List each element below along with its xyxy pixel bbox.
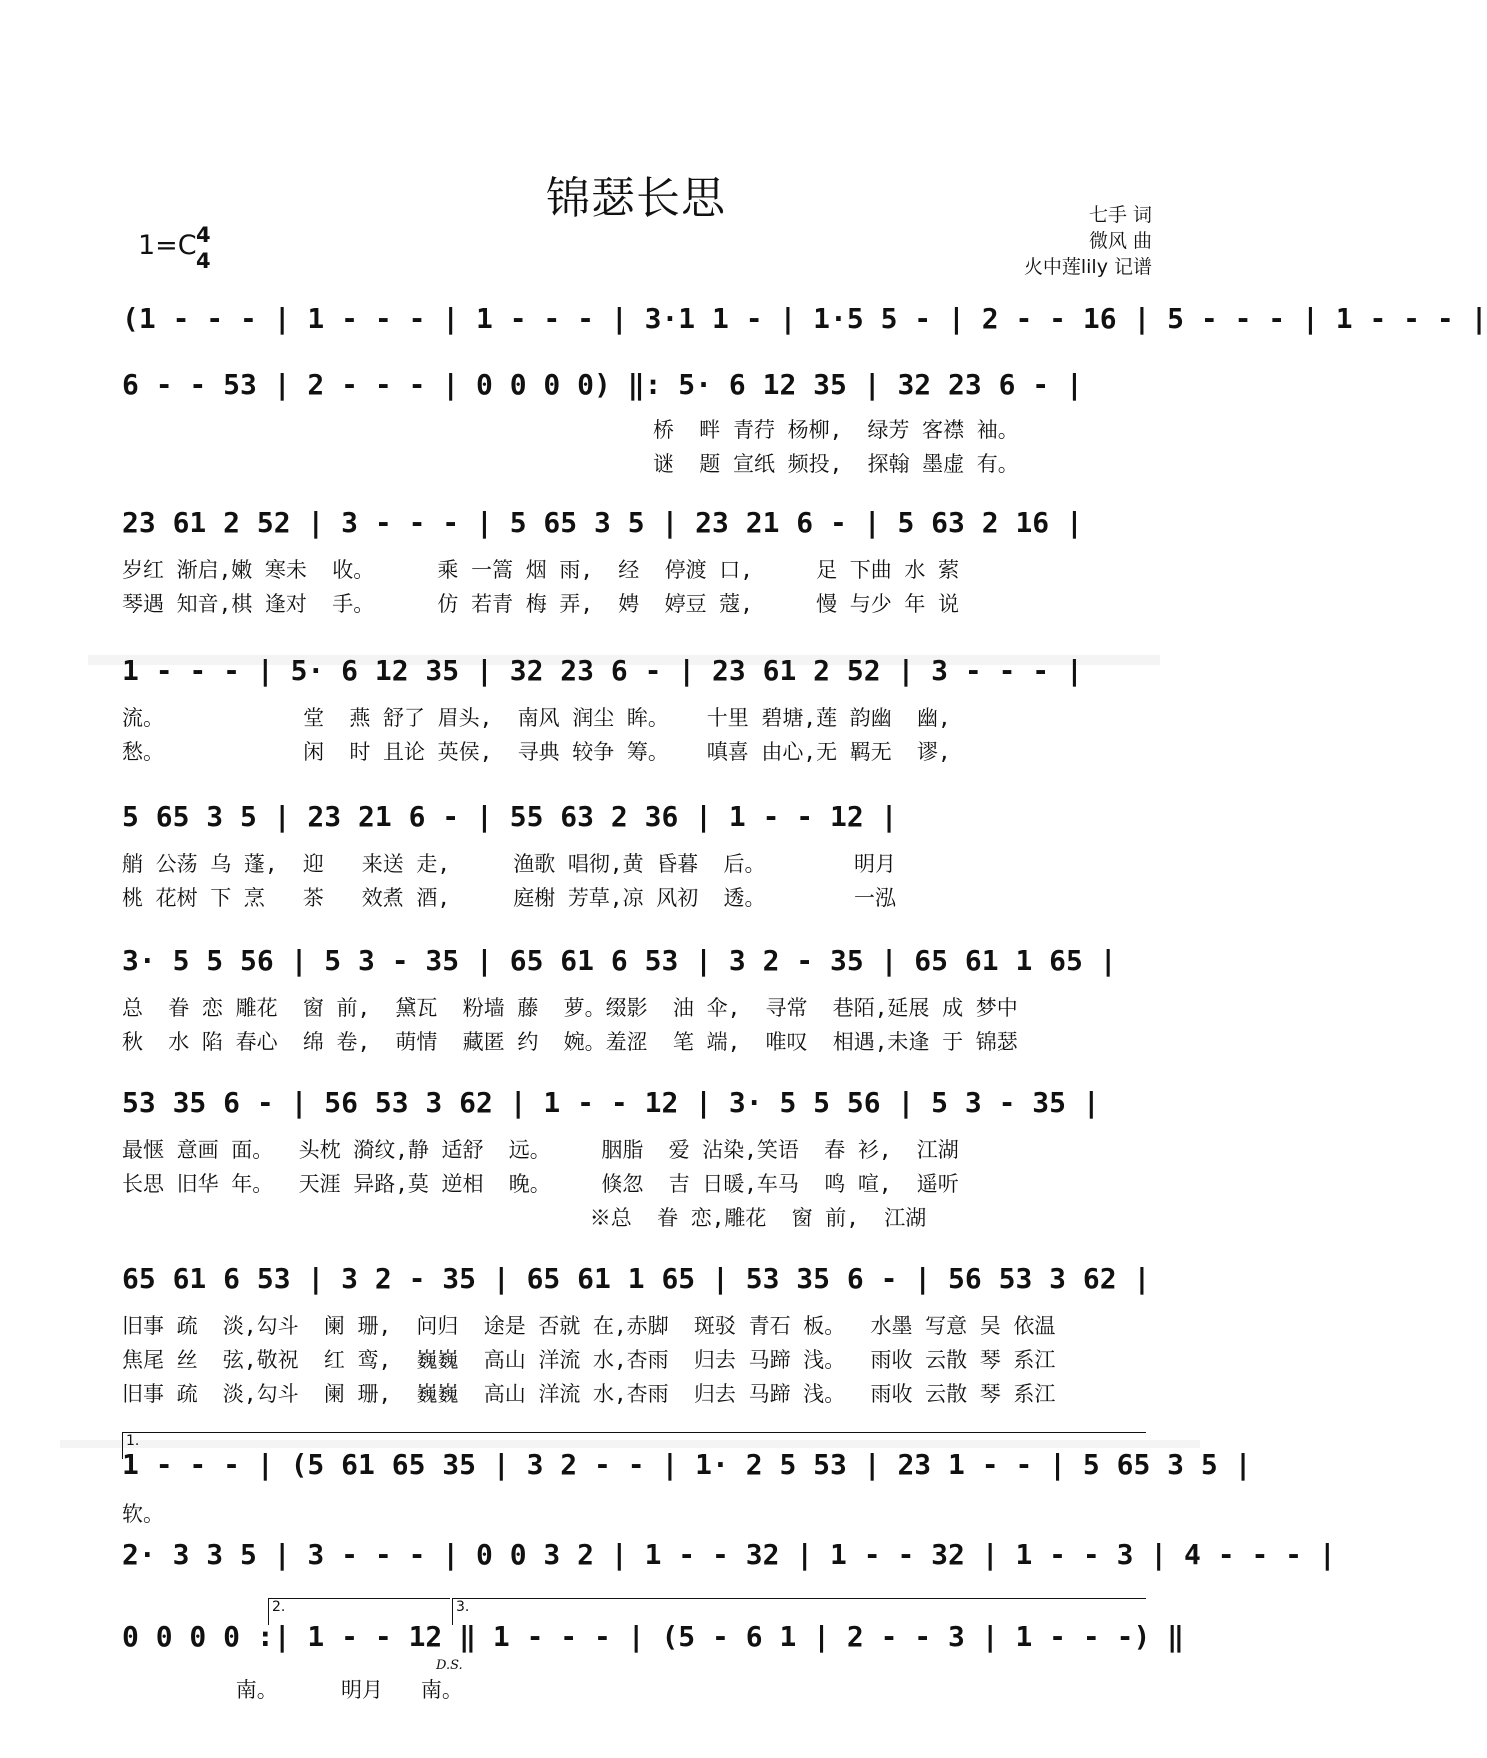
notation-line-8: 65 61 6 53 | 3 2 - 35 | 65 61 1 65 | 53 35 6 - | 56 53 3 62 | xyxy=(122,1262,1151,1295)
lyric-line-3-2: 琴遇 知音,棋 逢对 手。 仿 若青 梅 弄, 娉 婷豆 蔻, 慢 与少 年 说 xyxy=(122,592,960,616)
volta-2-bracket: 2. xyxy=(268,1598,450,1625)
lyricist-credit: 七手 词 xyxy=(1088,204,1152,226)
lyric-line-6-1: 总 眷 恋 雕花 窗 前, 黛瓦 粉墙 藤 萝。缀影 油 伞, 寻常 巷陌,延展 成 梦中 xyxy=(122,996,1018,1020)
lyric-line-7-1: 最惬 意画 面。 头枕 漪纹,静 适舒 远。 胭脂 爱 沾染,笑语 春 衫, 江湖 xyxy=(122,1138,959,1162)
lyric-line-9-1: 软。 xyxy=(122,1502,164,1526)
lyric-line-8-1: 旧事 疏 淡,勾斗 阑 珊, 问归 途是 否就 在,赤脚 斑驳 青石 板。 水墨 写意 吴 依温 xyxy=(122,1314,1056,1338)
notation-line-1: (1 - - - | 1 - - - | 1 - - - | 3·1 1 - | 1·5 5 - | 2 - - 16 | 5 - - - | 1 - - - | xyxy=(122,302,1487,335)
composer-credit: 微风 曲 xyxy=(1088,230,1152,252)
lyric-line-7-3: ※总 眷 恋,雕花 窗 前, 江湖 xyxy=(122,1206,927,1230)
lyric-line-2-1: 桥 畔 青荇 杨柳, 绿芳 客襟 袖。 xyxy=(122,418,1019,442)
transcriber-credit: 火中莲lily 记谱 xyxy=(1023,256,1152,278)
lyric-line-5-1: 艄 公荡 乌 蓬, 迎 来送 走, 渔歌 唱彻,黄 昏暮 后。 明月 xyxy=(122,852,897,876)
time-signature xyxy=(196,222,211,274)
notation-line-2: 6 - - 53 | 2 - - - | 0 0 0 0) ‖: 5· 6 12 35 | 32 23 6 - | xyxy=(122,368,1083,401)
notation-line-10: 2· 3 3 5 | 3 - - - | 0 0 3 2 | 1 - - 32 | 1 - - 32 | 1 - - 3 | 4 - - - | xyxy=(122,1538,1336,1571)
lyric-line-8-2: 焦尾 丝 弦,敬祝 红 鸾, 巍巍 高山 洋流 水,杏雨 归去 马蹄 浅。 雨收 云散 琴 系江 xyxy=(122,1348,1056,1372)
volta-3-bracket: 3. xyxy=(452,1598,1146,1625)
notation-line-11: 0 0 0 0 :| 1 - - 12 ‖ 1 - - - | (5 - 6 1 | 2 - - 3 | 1 - - -) ‖ xyxy=(122,1620,1185,1653)
key-signature: 1=C xyxy=(138,230,197,261)
notation-line-5: 5 65 3 5 | 23 21 6 - | 55 63 2 36 | 1 - - 12 | xyxy=(122,800,898,833)
lyric-line-4-1: 流。 堂 燕 舒了 眉头, 南风 润尘 眸。 十里 碧塘,莲 韵幽 幽, xyxy=(122,706,951,730)
time-signature-top: 4 xyxy=(196,223,211,247)
notation-line-4: 1 - - - | 5· 6 12 35 | 32 23 6 - | 23 61 2 52 | 3 - - - | xyxy=(122,654,1083,687)
lyric-line-2-2: 谜 题 宣纸 频投, 探翰 墨虚 有。 xyxy=(122,452,1019,476)
lyric-line-4-2: 愁。 闲 时 且论 英侯, 寻典 较争 筹。 嗔喜 由心,无 羁无 谬, xyxy=(122,740,951,764)
notation-line-3: 23 61 2 52 | 3 - - - | 5 65 3 5 | 23 21 6 - | 5 63 2 16 | xyxy=(122,506,1083,539)
lyric-line-6-2: 秋 水 陷 春心 绵 卷, 萌情 藏匿 约 婉。羞涩 笔 端, 唯叹 相遇,未逢 于 锦瑟 xyxy=(122,1030,1018,1054)
volta-1-bracket: 1. xyxy=(122,1432,1146,1459)
notation-line-6: 3· 5 5 56 | 5 3 - 35 | 65 61 6 53 | 3 2 - 35 | 65 61 1 65 | xyxy=(122,944,1117,977)
dal-segno-mark: D.S. xyxy=(436,1658,463,1673)
score-title: 锦瑟长思 xyxy=(546,173,726,224)
lyric-line-5-2: 桃 花树 下 烹 茶 效煮 酒, 庭榭 芳草,凉 风初 透。 一泓 xyxy=(122,886,897,910)
lyric-line-8-3: 旧事 疏 淡,勾斗 阑 珊, 巍巍 高山 洋流 水,杏雨 归去 马蹄 浅。 雨收 云散 琴 系江 xyxy=(122,1382,1056,1406)
notation-line-9: 1 - - - | (5 61 65 35 | 3 2 - - | 1· 2 5 53 | 23 1 - - | 5 65 3 5 | xyxy=(122,1448,1252,1481)
lyric-line-11-1: 南。 明月 南。 xyxy=(122,1678,463,1702)
lyric-line-7-2: 长思 旧华 年。 天涯 异路,莫 逆相 晚。 倏忽 吉 日暖,车马 鸣 喧, 遥听 xyxy=(122,1172,959,1196)
lyric-line-3-1: 岁红 渐启,嫩 寒未 收。 乘 一篙 烟 雨, 经 停渡 口, 足 下曲 水 萦 xyxy=(122,558,960,582)
time-signature-bottom: 4 xyxy=(196,249,211,273)
notation-line-7: 53 35 6 - | 56 53 3 62 | 1 - - 12 | 3· 5 5 56 | 5 3 - 35 | xyxy=(122,1086,1100,1119)
